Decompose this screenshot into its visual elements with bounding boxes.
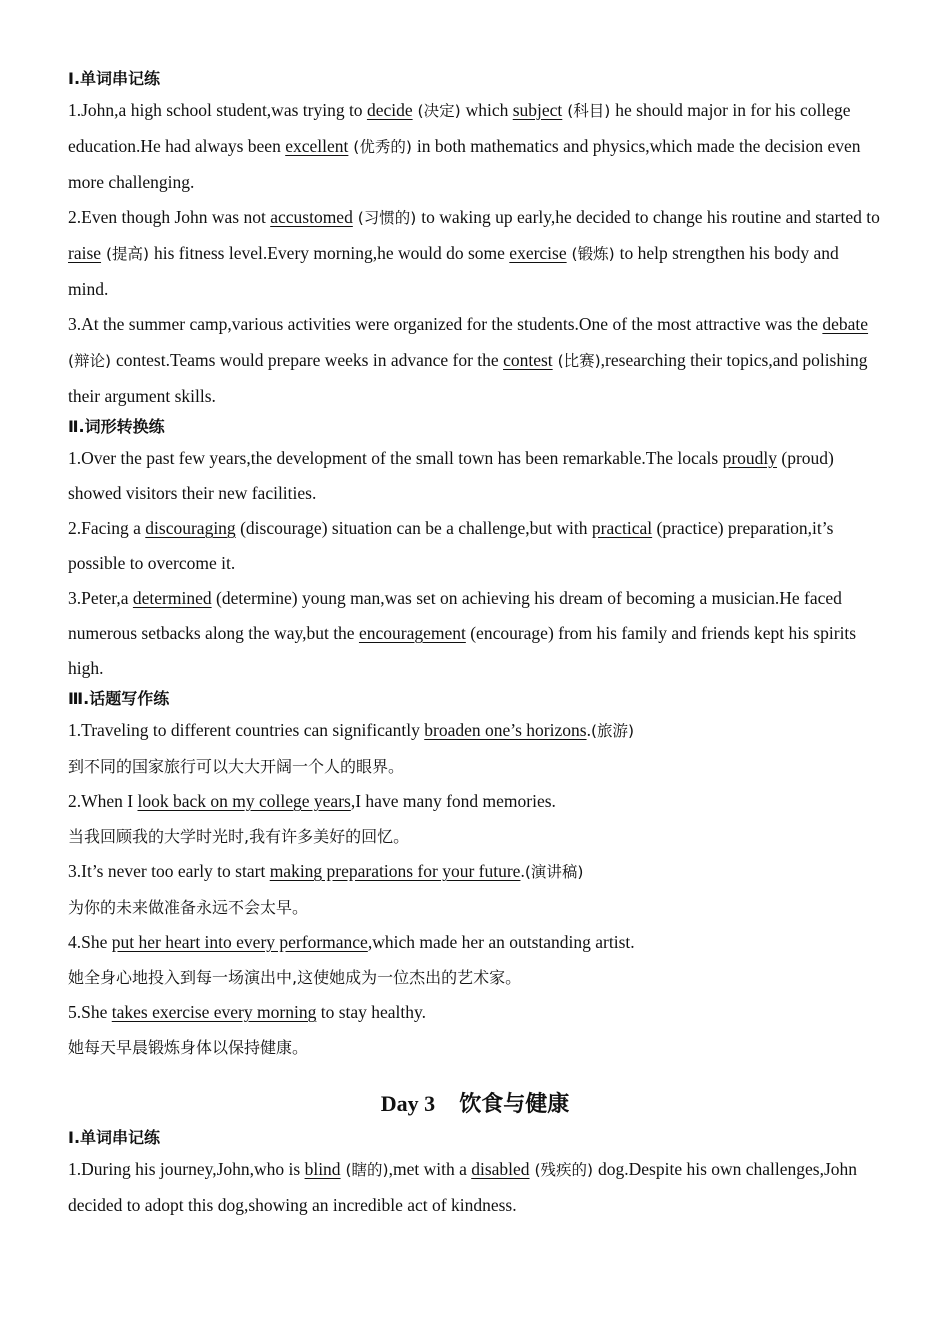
answer-blank: making preparations for your future: [269, 861, 521, 881]
section-title-vocab-day3: Ⅰ.单词串记练: [68, 1128, 161, 1147]
answer-blank: discouraging: [145, 518, 236, 538]
answer-blank: excellent: [285, 136, 349, 156]
answer-blank: practical: [591, 518, 653, 538]
answer-blank: decide: [366, 100, 413, 120]
answer-blank: accustomed: [270, 207, 353, 227]
answer-blank: proudly: [722, 448, 778, 468]
answer-blank: subject: [512, 100, 563, 120]
word-form-item-2: 2.Facing a discouraging (discourage) situation can be a challenge,but with practical (practice) preparation,it’s possible to overcome it.: [68, 518, 834, 573]
day-label: Day 3: [380, 1091, 436, 1116]
writing-item-1-translation: 到不同的国家旅行可以大大开阔一个人的眼界。: [68, 757, 405, 776]
answer-blank: look back on my college years: [137, 791, 351, 811]
writing-item-5: 5.She takes exercise every morning to stay healthy.: [68, 1002, 427, 1022]
answer-blank: broaden one’s horizons: [424, 720, 587, 740]
writing-item-4: 4.She put her heart into every performance,which made her an outstanding artist.: [68, 932, 635, 952]
vocab-item-2: 2.Even though John was not accustomed (习惯的) to waking up early,he decided to change his routine and started to raise (提高) his fitness level.Every morning,he would do some exercise (锻炼) to help strengthen his body and mind.: [68, 207, 880, 299]
day-heading: [68, 1089, 882, 1120]
answer-blank: takes exercise every morning: [111, 1002, 317, 1022]
vocab-item-3: 3.At the summer camp,various activities were organized for the students.One of the most attractive was the debate (辩论) contest.Teams would prepare weeks in advance for the contest (比赛),researching their topics,and polishing their argument skills.: [68, 314, 869, 406]
section-title-vocab: Ⅰ.单词串记练: [68, 69, 161, 88]
writing-item-2-translation: 当我回顾我的大学时光时,我有许多美好的回忆。: [68, 827, 410, 846]
writing-item-1: 1.Traveling to different countries can significantly broaden one’s horizons.(旅游): [68, 720, 635, 740]
writing-item-3: 3.It’s never too early to start making preparations for your future.(演讲稿): [68, 861, 584, 881]
answer-blank: contest: [503, 350, 553, 370]
answer-blank: exercise: [509, 243, 567, 263]
vocab-day3-item-1: 1.During his journey,John,who is blind (瞎的),met with a disabled (残疾的) dog.Despite his own challenges,John decided to adopt this dog,showing an incredible act of kindness.: [68, 1159, 858, 1215]
answer-blank: encouragement: [358, 623, 466, 643]
answer-blank: debate: [822, 314, 869, 334]
vocab-item-1: 1.John,a high school student,was trying to decide (决定) which subject (科目) he should major in for his college education.He had always been excellent (优秀的) in both mathematics and physics,which made the decision even more challenging.: [68, 100, 861, 192]
answer-blank: put her heart into every performance: [111, 932, 368, 952]
answer-blank: blind: [304, 1159, 341, 1179]
answer-blank: raise: [68, 243, 102, 263]
answer-blank: determined: [132, 588, 212, 608]
writing-item-2: 2.When I look back on my college years,I have many fond memories.: [68, 791, 556, 811]
answer-blank: disabled: [471, 1159, 530, 1179]
section-title-topic-writing: Ⅲ.话题写作练: [68, 689, 170, 708]
word-form-item-1: 1.Over the past few years,the development of the small town has been remarkable.The locals proudly (proud) showed visitors their new facilities.: [68, 448, 834, 503]
writing-item-3-translation: 为你的未来做准备永远不会太早。: [68, 898, 309, 917]
day-topic: 饮食与健康: [459, 1092, 570, 1117]
section-title-word-forms: Ⅱ.词形转换练: [68, 417, 165, 436]
writing-item-5-translation: 她每天早晨锻炼身体以保持健康。: [68, 1038, 309, 1057]
writing-item-4-translation: 她全身心地投入到每一场演出中,这使她成为一位杰出的艺术家。: [68, 968, 522, 987]
word-form-item-3: 3.Peter,a determined (determine) young man,was set on achieving his dream of becoming a musician.He faced numerous setbacks along the way,but the encouragement (encourage) from his family and friends kept his spirits high.: [68, 588, 857, 678]
